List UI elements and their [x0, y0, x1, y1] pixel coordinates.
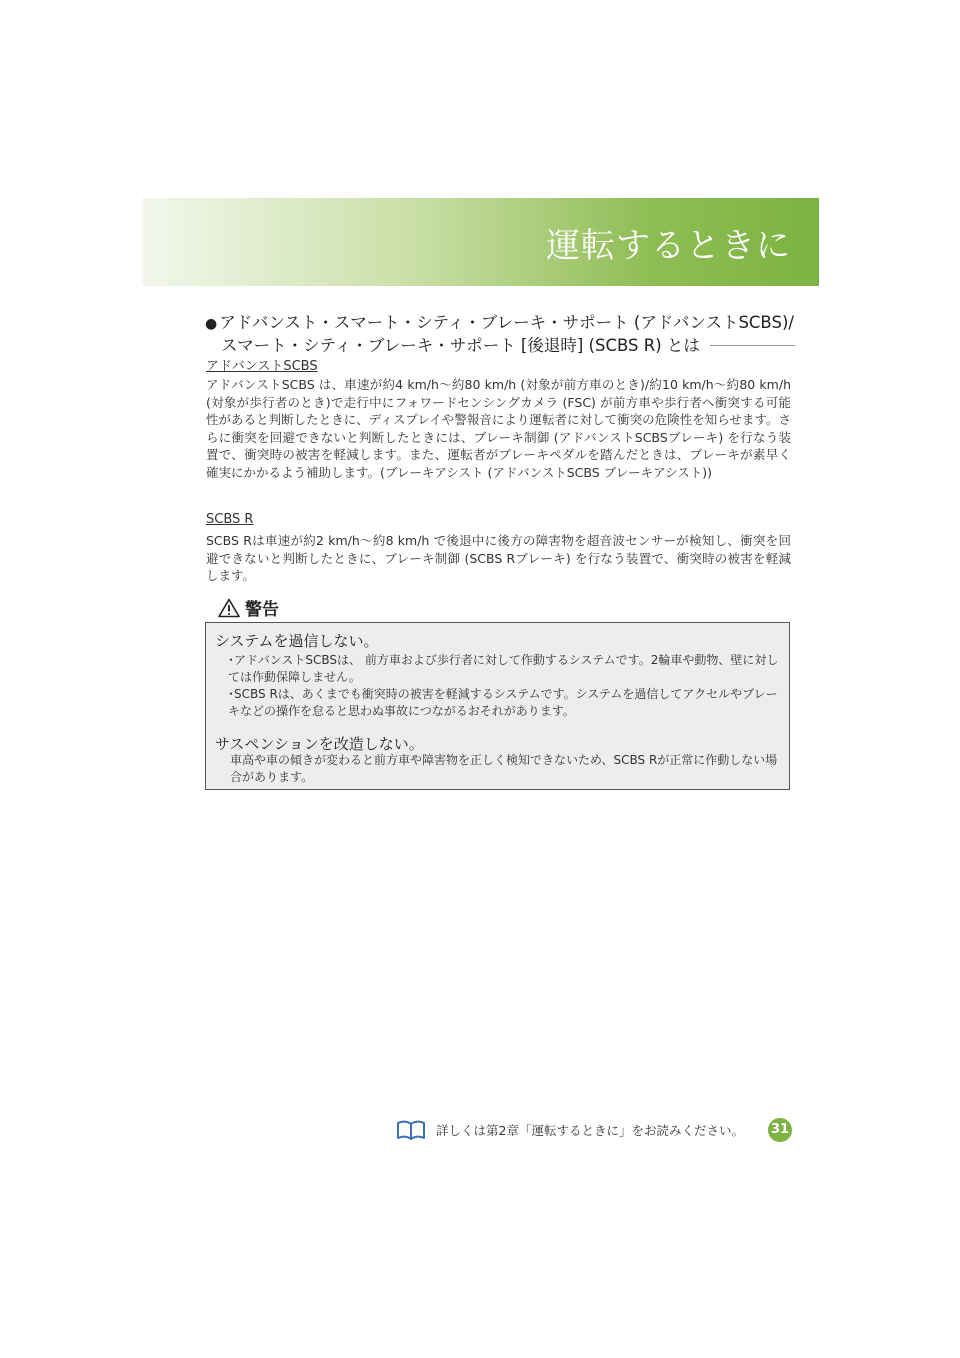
warning-item1-title: システムを過信しない。 — [215, 632, 379, 650]
warning-item1-point2: ･SCBS Rは、あくまでも衝突時の被害を軽減するシステムです。システムを過信してアクセルやブレーキなどの操作を怠ると思わぬ事故につながるおそれがあります。 — [228, 687, 778, 718]
section-title-line2: スマート・シティ・ブレーキ・サポート [後退時] (SCBS R) とは — [221, 336, 700, 355]
section-heading-line2 — [205, 335, 795, 356]
page-number-badge: 31 — [768, 1118, 792, 1142]
heading-rule — [710, 345, 795, 346]
advanced-scbs-heading: アドバンストSCBS — [206, 359, 318, 374]
footer-note: 詳しくは第2章「運転するときに」をお読みください。 — [436, 1123, 744, 1138]
chapter-title: 運転するときに — [546, 226, 791, 266]
warning-item2-body: 車高や車の傾きが変わると前方車や障害物を正しく検知できないため、SCBS Rが正常に作動しない場合があります。 — [230, 753, 778, 784]
advanced-scbs-body: アドバンストSCBS は、車速が約4 km/h〜約80 km/h (対象が前方車のとき)/約10 km/h〜約80 km/h (対象が歩行者のとき)で走行中にフォワードセンシングカメラ (FSC) が前方車や歩行者へ衝突する可能性があると判断したときに、ディスプレイや警報音により運転者に対して衝突の危険性を知らせます。さらに衝突を回避できないと判断したときには、ブレーキ制御 (アドバンストSCBSブレーキ) を行なう装置で、衝突時の被害を軽減します。また、運転者がブレーキペダルを踏んだときは、ブレーキが素早く確実にかかるよう補助します。(ブレーキアシスト (アドバンストSCBS ブレーキアシスト)) — [206, 377, 791, 480]
footer-reference — [396, 1119, 744, 1141]
bullet-icon: ● — [205, 316, 218, 332]
chapter-header-band — [142, 198, 819, 286]
book-icon — [396, 1119, 426, 1141]
section-heading-line1 — [205, 312, 795, 335]
scbs-r-body: SCBS Rは車速が約2 km/h〜約8 km/h で後退中に後方の障害物を超音波センサーが検知し、衝突を回避できないと判断したときに、ブレーキ制御 (SCBS Rブレーキ) を行なう装置で、衝突時の被害を軽減します。 — [206, 533, 791, 584]
section-heading — [205, 312, 795, 356]
section-title-line1: アドバンスト・スマート・シティ・ブレーキ・サポート (アドバンストSCBS)/ — [219, 313, 794, 332]
warning-item2-title: サスペンションを改造しない。 — [215, 735, 424, 753]
warning-triangle-icon — [218, 598, 240, 618]
warning-box — [205, 622, 790, 790]
scbs-r-heading: SCBS R — [206, 512, 254, 527]
warning-item1-point1: ･アドバンストSCBSは、 前方車および歩行者に対して作動するシステムです。2輪車や動物、壁に対しては作動保障しません。 — [228, 653, 779, 684]
warning-label — [218, 595, 279, 620]
warning-label-text: 警告 — [245, 600, 279, 620]
